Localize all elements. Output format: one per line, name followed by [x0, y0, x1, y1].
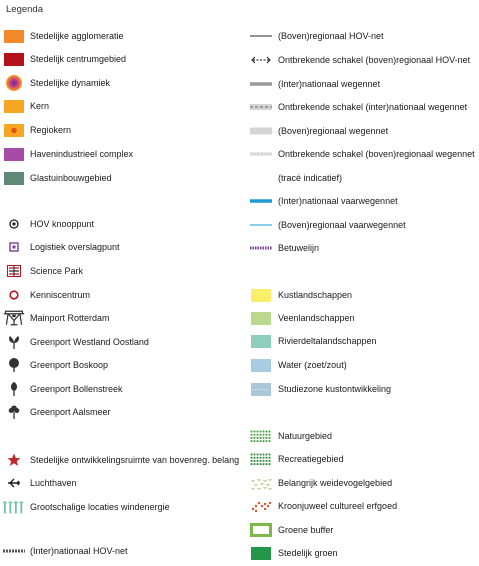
legend-label: Groene buffer — [278, 525, 334, 535]
legend-label: Ontbrekende schakel (boven)regionaal wegennet — [278, 149, 475, 159]
legend-label: (Boven)regionaal HOV-net — [278, 31, 384, 41]
greenport-westland-icon — [3, 334, 25, 350]
legend-label: Stedelijk groen — [278, 548, 338, 558]
centrum-swatch-icon — [3, 51, 25, 67]
mainport-icon — [3, 310, 25, 326]
legend-title: Legenda — [6, 4, 43, 15]
science-park-icon — [3, 263, 25, 279]
legend-label: Greenport Westland Oostland — [30, 337, 149, 347]
vaarweg-inter-line-icon — [250, 193, 272, 209]
buffer-swatch-icon — [250, 522, 272, 538]
overslagpunt-icon — [3, 239, 25, 255]
agglomeratie-swatch-icon — [3, 28, 25, 44]
betuwe-line-icon — [250, 240, 272, 256]
legend-label: Glastuinbouwgebied — [30, 173, 112, 183]
legend-label: Belangrijk weidevogelgebied — [278, 478, 393, 488]
groen-swatch-icon — [250, 545, 272, 561]
legend-label: Stedelijke dynamiek — [30, 78, 111, 88]
legend-label: Greenport Aalsmeer — [30, 407, 111, 417]
legend-label: Recreatiegebied — [278, 454, 344, 464]
dynamiek-swatch-icon — [3, 75, 25, 91]
rivier-swatch-icon — [250, 333, 272, 349]
haven-swatch-icon — [3, 146, 25, 162]
legend-label: Kroonjuweel cultureel erfgoed — [278, 501, 398, 511]
legend-label: Studiezone kustontwikkeling — [278, 384, 392, 394]
legend-label: Natuurgebied — [278, 431, 333, 441]
legend-label: Grootschalige locaties windenergie — [30, 502, 170, 512]
legend-label: (tracé indicatief) — [278, 173, 343, 183]
kenniscentrum-icon — [3, 287, 25, 303]
greenport-aalsmeer-icon — [3, 404, 25, 420]
wegnet-boven-line-icon — [250, 123, 272, 139]
legend-label: Stedelijke ontwikkelingsruimte van bovenreg. belang — [30, 455, 240, 465]
kern-swatch-icon — [3, 98, 25, 114]
legend-label: Betuwelijn — [278, 243, 320, 253]
windturbine-icon — [3, 499, 25, 515]
legend-label: (Boven)regionaal vaarwegennet — [278, 220, 406, 230]
airplane-icon — [3, 475, 25, 491]
recreatie-swatch-icon — [250, 451, 272, 467]
legend-label: Mainport Rotterdam — [30, 313, 110, 323]
vaarweg-boven-line-icon — [250, 217, 272, 233]
legend-label: Veenlandschappen — [278, 313, 355, 323]
legend-label: Stedelijk centrumgebied — [30, 54, 127, 64]
hov-net-line-icon — [3, 543, 25, 559]
legend-label: Kustlandschappen — [278, 290, 353, 300]
legend-label: (Boven)regionaal wegennet — [278, 126, 389, 136]
legend-label: Greenport Boskoop — [30, 360, 109, 370]
regiokern-swatch-icon — [3, 122, 25, 138]
legend-label: Greenport Bollenstreek — [30, 384, 123, 394]
natuur-swatch-icon — [250, 428, 272, 444]
legend-label: Regiokern — [30, 125, 72, 135]
legend-label: Havenindustrieel complex — [30, 149, 134, 159]
legend-label: Logistiek overslagpunt — [30, 242, 120, 252]
legend-label: (Inter)nationaal HOV-net — [30, 546, 128, 556]
greenport-boskoop-icon — [3, 357, 25, 373]
kust-swatch-icon — [250, 287, 272, 303]
hov-knooppunt-icon — [3, 216, 25, 232]
legend-label: Stedelijke agglomeratie — [30, 31, 124, 41]
legend-label: HOV knooppunt — [30, 219, 95, 229]
greenport-bollenstreek-icon — [3, 381, 25, 397]
legend-label: Kenniscentrum — [30, 290, 91, 300]
glas-swatch-icon — [3, 170, 25, 186]
legend-label: Water (zoet/zout) — [278, 360, 347, 370]
legend-label: Rivierdeltalandschappen — [278, 336, 377, 346]
star-icon — [3, 452, 25, 468]
water-swatch-icon — [250, 357, 272, 373]
veen-swatch-icon — [250, 310, 272, 326]
studie-swatch-icon — [250, 381, 272, 397]
legend-label: (Inter)nationaal wegennet — [278, 79, 381, 89]
legend-label: Kern — [30, 101, 50, 111]
legend-label: Ontbrekende schakel (boven)regionaal HOV-net — [278, 55, 471, 65]
wegnet-inter-line-icon — [250, 76, 272, 92]
ontbrekend-wegnet-inter-line-icon — [250, 99, 272, 115]
kroonjuweel-swatch-icon — [250, 498, 272, 514]
legend-label: Luchthaven — [30, 478, 77, 488]
ontbrekend-wegnet-boven-line-icon — [250, 146, 272, 162]
legend-label: Science Park — [30, 266, 84, 276]
legend-label: Ontbrekende schakel (inter)nationaal wegennet — [278, 102, 468, 112]
legend-label: (Inter)nationaal vaarwegennet — [278, 196, 398, 206]
ontbrekend-hov-line-icon — [250, 52, 272, 68]
hov-regionaal-line-icon — [250, 28, 272, 44]
weidevogel-swatch-icon — [250, 475, 272, 491]
blank-symbol-icon — [250, 170, 272, 186]
